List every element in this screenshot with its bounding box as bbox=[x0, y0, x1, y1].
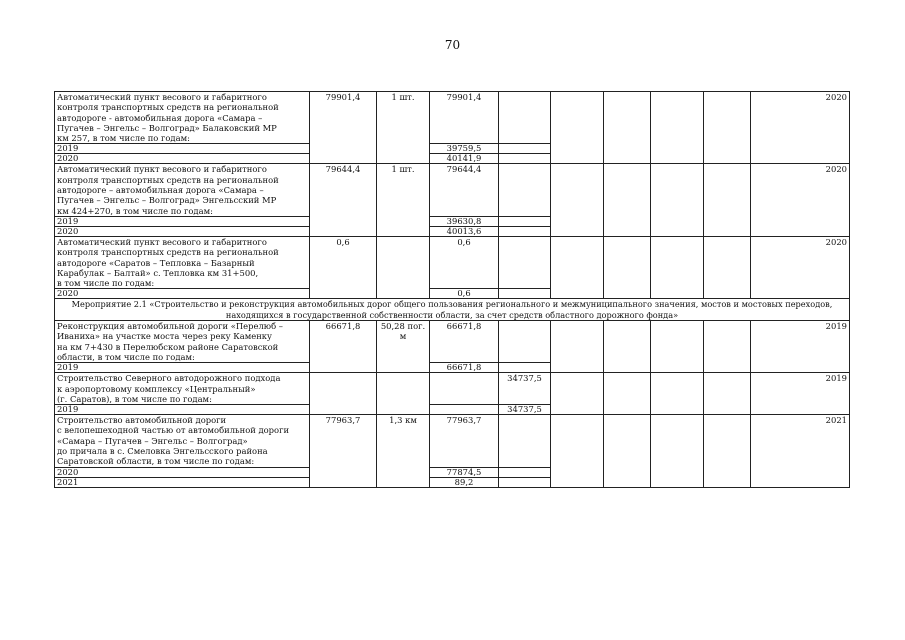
activity-row bbox=[55, 299, 850, 321]
budget-cell: 79901,4 bbox=[430, 92, 499, 144]
cost-cell bbox=[310, 373, 377, 415]
subrow-budget-cell: 66671,8 bbox=[430, 363, 499, 373]
year-cell: 2019 bbox=[751, 373, 850, 415]
year-cell: 2020 bbox=[751, 236, 850, 298]
subrow-budget-cell: 89,2 bbox=[430, 477, 499, 487]
budget-cell: 79644,4 bbox=[430, 164, 499, 216]
capacity-cell: 1 шт. bbox=[377, 164, 430, 236]
capacity-cell: 50,28 пог. м bbox=[377, 321, 430, 373]
empty-cell bbox=[551, 236, 604, 298]
budget-cell: 66671,8 bbox=[430, 321, 499, 363]
extra-budget-cell bbox=[499, 415, 551, 467]
subrow-extra-budget-cell: 34737,5 bbox=[499, 405, 551, 415]
subrow-extra-budget-cell bbox=[499, 144, 551, 154]
table-row bbox=[55, 415, 850, 467]
year-cell: 2020 bbox=[751, 92, 850, 164]
object-name-cell: Автоматический пункт весового и габаритного контроля транспортных средств на региональной автодороге – автомобильная дорога «Самара – Пугачев – Энгельс – Волгоград» Энгельсский МР км 424+270, в том числе по годам: bbox=[55, 164, 310, 216]
empty-cell bbox=[604, 321, 651, 373]
capacity-cell bbox=[377, 236, 430, 298]
subrow-year-cell: 2021 bbox=[55, 477, 310, 487]
object-name-cell: Строительство Северного автодорожного подхода к аэропортовому комплексу «Центральный» (г. Саратов), в том числе по годам: bbox=[55, 373, 310, 405]
budget-cell bbox=[430, 373, 499, 405]
table-row bbox=[55, 373, 850, 405]
extra-budget-cell bbox=[499, 321, 551, 363]
empty-cell bbox=[704, 236, 751, 298]
extra-budget-cell bbox=[499, 164, 551, 216]
subrow-extra-budget-cell bbox=[499, 289, 551, 299]
empty-cell bbox=[651, 92, 704, 164]
capacity-cell bbox=[377, 373, 430, 415]
cost-cell: 79901,4 bbox=[310, 92, 377, 164]
cost-cell: 66671,8 bbox=[310, 321, 377, 373]
capacity-cell: 1 шт. bbox=[377, 92, 430, 164]
subrow-year-cell: 2020 bbox=[55, 289, 310, 299]
subrow-extra-budget-cell bbox=[499, 363, 551, 373]
subrow-extra-budget-cell bbox=[499, 477, 551, 487]
table-row bbox=[55, 321, 850, 363]
empty-cell bbox=[551, 92, 604, 164]
empty-cell bbox=[551, 164, 604, 236]
capacity-cell: 1,3 км bbox=[377, 415, 430, 487]
subrow-extra-budget-cell bbox=[499, 226, 551, 236]
budget-cell: 77963,7 bbox=[430, 415, 499, 467]
table-row bbox=[55, 164, 850, 216]
table-body bbox=[55, 92, 850, 488]
empty-cell bbox=[651, 164, 704, 236]
page-number: 70 bbox=[444, 38, 461, 52]
empty-cell bbox=[651, 236, 704, 298]
empty-cell bbox=[551, 321, 604, 373]
data-table bbox=[54, 91, 850, 488]
empty-cell bbox=[704, 164, 751, 236]
object-name-cell: Автоматический пункт весового и габаритного контроля транспортных средств на региональной автодороге - автомобильная дорога «Самара – Пугачев – Энгельс – Волгоград» Балаковский МР км 257, в том числе по годам: bbox=[55, 92, 310, 144]
empty-cell bbox=[704, 92, 751, 164]
empty-cell bbox=[604, 236, 651, 298]
year-cell: 2021 bbox=[751, 415, 850, 487]
subrow-year-cell: 2020 bbox=[55, 154, 310, 164]
year-cell: 2020 bbox=[751, 164, 850, 236]
empty-cell bbox=[704, 415, 751, 487]
subrow-year-cell: 2020 bbox=[55, 226, 310, 236]
object-name-cell: Строительство автомобильной дороги с велопешеходной частью от автомобильной дороги «Самара – Пугачев – Энгельс – Волгоград» до причала в с. Смеловка Энгельсского района Саратовской области, в том числе по годам: bbox=[55, 415, 310, 467]
extra-budget-cell: 34737,5 bbox=[499, 373, 551, 405]
subrow-year-cell: 2019 bbox=[55, 144, 310, 154]
empty-cell bbox=[704, 321, 751, 373]
empty-cell bbox=[551, 415, 604, 487]
empty-cell bbox=[551, 373, 604, 415]
subrow-budget-cell bbox=[430, 405, 499, 415]
subrow-extra-budget-cell bbox=[499, 154, 551, 164]
table-row bbox=[55, 92, 850, 144]
subrow-year-cell: 2020 bbox=[55, 467, 310, 477]
empty-cell bbox=[604, 415, 651, 487]
table-row bbox=[55, 236, 850, 288]
subrow-year-cell: 2019 bbox=[55, 363, 310, 373]
subrow-budget-cell: 39630,8 bbox=[430, 216, 499, 226]
subrow-extra-budget-cell bbox=[499, 216, 551, 226]
empty-cell bbox=[651, 373, 704, 415]
subrow-budget-cell: 40141,9 bbox=[430, 154, 499, 164]
subrow-budget-cell: 77874,5 bbox=[430, 467, 499, 477]
extra-budget-cell bbox=[499, 236, 551, 288]
subrow-budget-cell: 39759,5 bbox=[430, 144, 499, 154]
cost-cell: 79644,4 bbox=[310, 164, 377, 236]
empty-cell bbox=[604, 373, 651, 415]
object-name-cell: Реконструкция автомобильной дороги «Перелюб – Иваниха» на участке моста через реку Каменку на км 7+430 в Перелюбском районе Саратовской области, в том числе по годам: bbox=[55, 321, 310, 363]
empty-cell bbox=[604, 164, 651, 236]
empty-cell bbox=[604, 92, 651, 164]
cost-cell: 77963,7 bbox=[310, 415, 377, 487]
subrow-year-cell: 2019 bbox=[55, 216, 310, 226]
activity-cell: Мероприятие 2.1 «Строительство и реконструкция автомобильных дорог общего пользования регионального и межмуниципального значения, мостов и мостовых переходов, находящихся в государственной собственности области, за счет средств областного дорожного фонда» bbox=[55, 299, 850, 321]
empty-cell bbox=[704, 373, 751, 415]
year-cell: 2019 bbox=[751, 321, 850, 373]
subrow-extra-budget-cell bbox=[499, 467, 551, 477]
object-name-cell: Автоматический пункт весового и габаритного контроля транспортных средств на региональной автодороге «Саратов – Тепловка – Базарный Карабулак – Балтай» с. Тепловка км 31+500, в том числе по годам: bbox=[55, 236, 310, 288]
subrow-budget-cell: 0,6 bbox=[430, 289, 499, 299]
budget-cell: 0,6 bbox=[430, 236, 499, 288]
empty-cell bbox=[651, 321, 704, 373]
subrow-year-cell: 2019 bbox=[55, 405, 310, 415]
cost-cell: 0,6 bbox=[310, 236, 377, 298]
extra-budget-cell bbox=[499, 92, 551, 144]
subrow-budget-cell: 40013,6 bbox=[430, 226, 499, 236]
empty-cell bbox=[651, 415, 704, 487]
